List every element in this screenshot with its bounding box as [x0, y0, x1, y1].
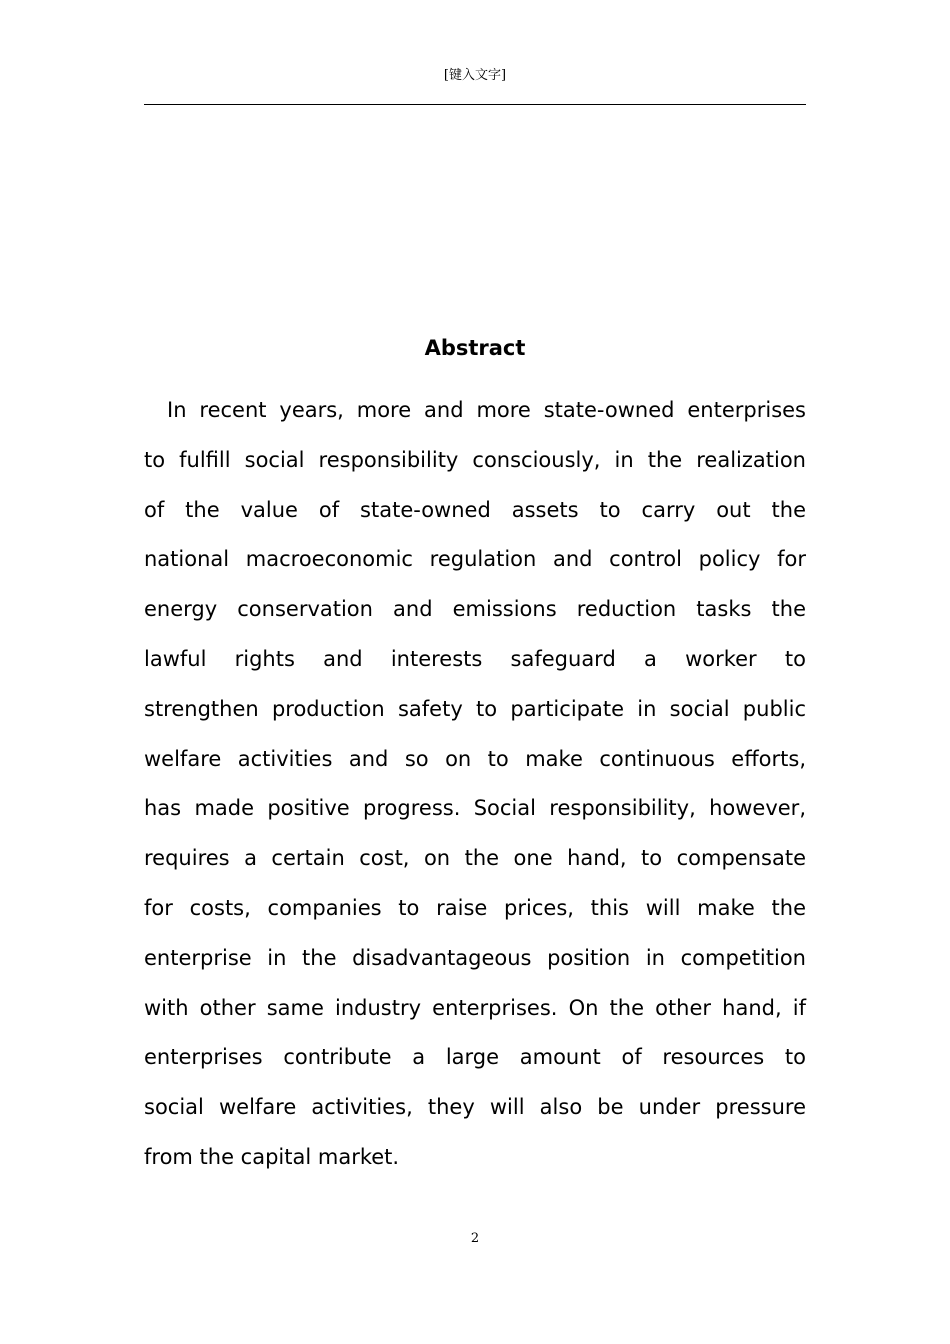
- paragraph-line: energy conservation and emissions reduction tasks the: [144, 597, 806, 622]
- paragraph-line: with other same industry enterprises. On the other hand, if: [144, 995, 806, 1020]
- paragraph-line: welfare activities and so on to make continuous efforts,: [144, 746, 806, 771]
- abstract-title: Abstract: [424, 336, 526, 360]
- paragraph-line: of the value of state-owned assets to carry out the: [144, 497, 806, 522]
- paragraph-line: social welfare activities, they will also be under pressure: [144, 1095, 806, 1120]
- page-header: [键入文字]: [443, 68, 507, 83]
- paragraph-line: lawful rights and interests safeguard a worker to: [144, 646, 806, 671]
- paragraph-line: for costs, companies to raise prices, this will make the: [144, 895, 806, 920]
- abstract-paragraph: [144, 386, 806, 1183]
- paragraph-line: enterprise in the disadvantageous position in competition: [144, 945, 806, 970]
- page-number: 2: [470, 1231, 480, 1246]
- paragraph-line: from the capital market.: [144, 1144, 400, 1169]
- paragraph-line: national macroeconomic regulation and control policy for: [144, 547, 806, 572]
- header-divider: [144, 104, 806, 105]
- paragraph-line: requires a certain cost, on the one hand, to compensate: [144, 846, 806, 871]
- paragraph-line: enterprises contribute a large amount of resources to: [144, 1045, 806, 1070]
- paragraph-line: to fulfill social responsibility consciously, in the realization: [144, 447, 806, 472]
- paragraph-line: strengthen production safety to participate in social public: [144, 696, 806, 721]
- paragraph-line: In recent years, more and more state-owned enterprises: [167, 398, 806, 422]
- paragraph-line: has made positive progress. Social responsibility, however,: [144, 796, 806, 821]
